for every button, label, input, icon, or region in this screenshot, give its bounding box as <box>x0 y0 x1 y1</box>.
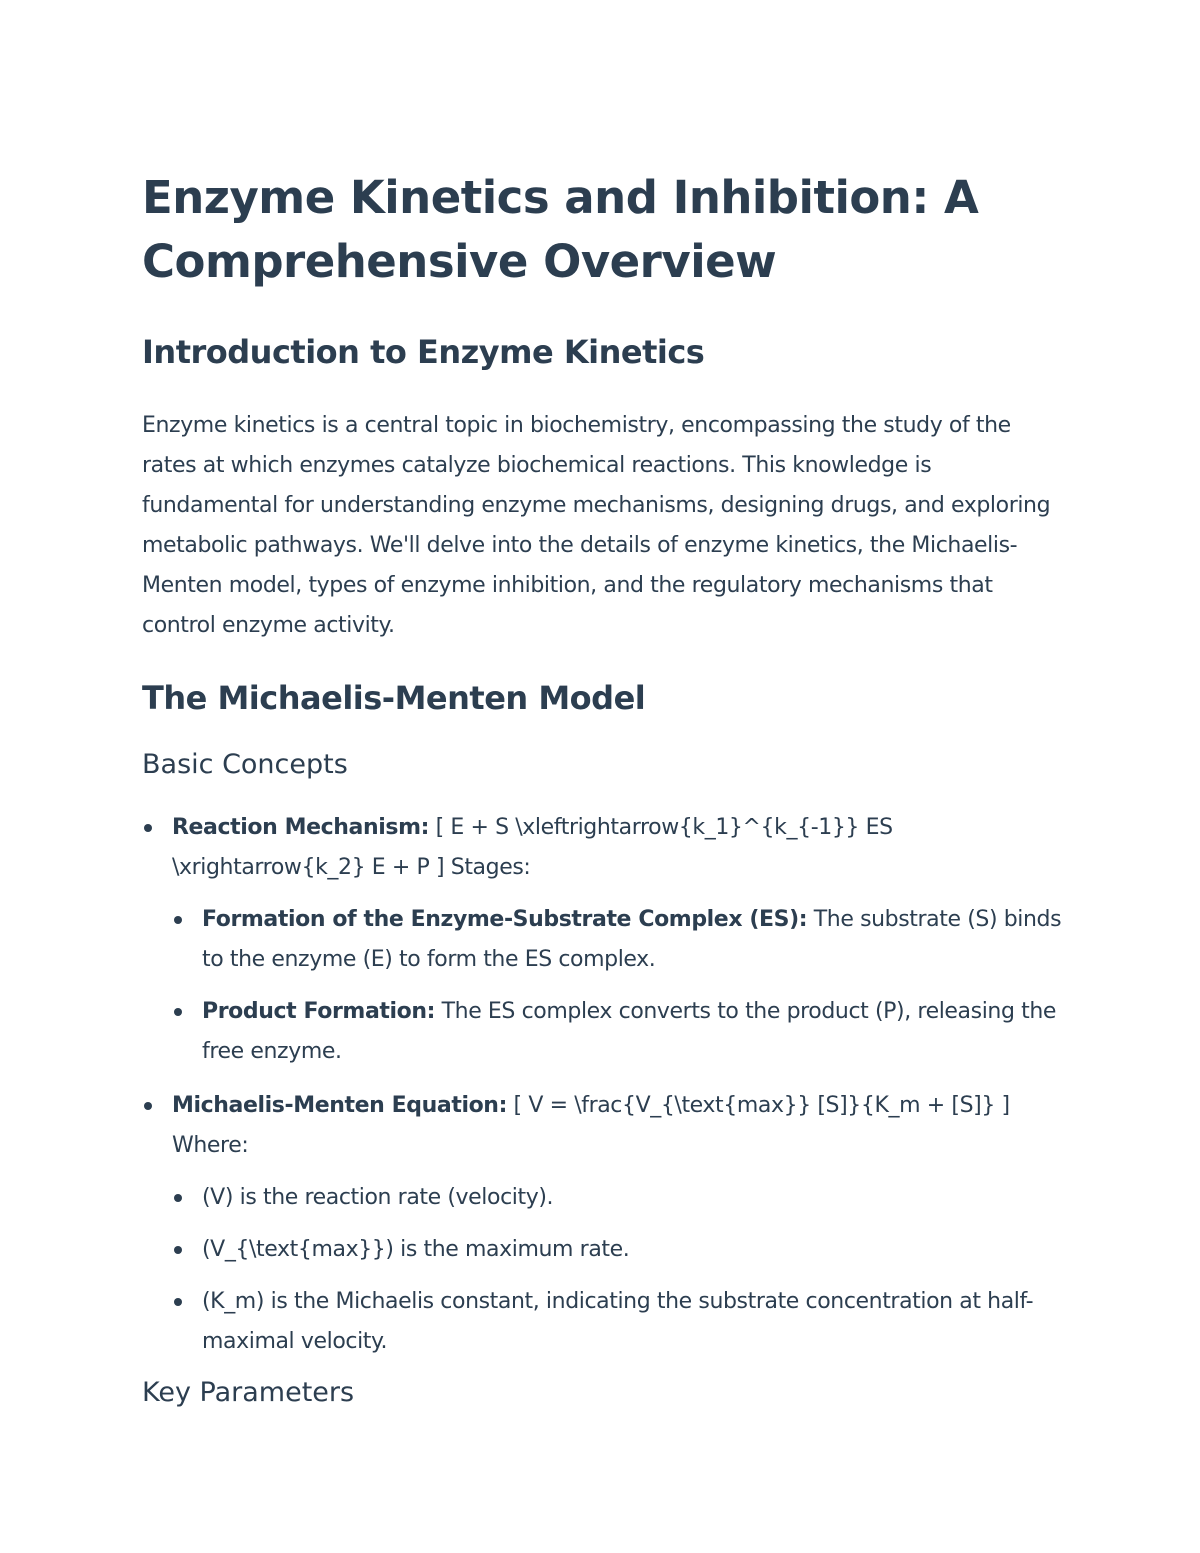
bullet-icon <box>174 1246 182 1254</box>
item-label: Formation of the Enzyme-Substrate Complex (ES): <box>202 907 808 932</box>
document-title: Enzyme Kinetics and Inhibition: A Comprehensive Overview <box>142 171 979 288</box>
bullet-icon <box>174 1298 182 1306</box>
item-text: (V_{\text{max}}) is the maximum rate. <box>202 1237 630 1262</box>
item-label: Product Formation: <box>202 999 436 1024</box>
michaelis-menten-heading: The Michaelis-Menten Model <box>142 679 646 717</box>
sub-list <box>172 1178 1062 1362</box>
bullet-icon <box>174 1008 182 1016</box>
item-label: Reaction Mechanism: <box>172 815 430 840</box>
item-text: The ES complex converts to the product (P), releasing the free enzyme. <box>202 999 1057 1064</box>
list-item-vmax-definition <box>172 1230 1062 1270</box>
bullet-icon <box>174 1194 182 1202</box>
list-item-es-formation <box>172 900 1062 980</box>
item-text: (K_m) is the Michaelis constant, indicating the substrate concentration at half-maximal velocity. <box>202 1289 1034 1354</box>
list-item-reaction-mechanism <box>142 808 1062 1072</box>
list-item-product-formation <box>172 992 1062 1072</box>
item-text: [ V = \frac{V_{\text{max}} [S]}{K_m + [S]} ] Where: <box>172 1093 1010 1158</box>
key-parameters-heading: Key Parameters <box>142 1377 355 1408</box>
item-label: Michaelis-Menten Equation: <box>172 1093 507 1118</box>
document-page <box>142 166 1062 1410</box>
item-text: (V) is the reaction rate (velocity). <box>202 1185 554 1210</box>
list-item-v-definition <box>172 1178 1062 1218</box>
intro-heading: Introduction to Enzyme Kinetics <box>142 333 705 371</box>
bullet-icon <box>144 824 152 832</box>
item-text: The substrate (S) binds to the enzyme (E) to form the ES complex. <box>202 907 1062 972</box>
intro-paragraph: Enzyme kinetics is a central topic in biochemistry, encompassing the study of the rates at which enzymes catalyze biochemical reactions. This knowledge is fundamental for understanding enzyme mechanisms, designing drugs, and exploring metabolic pathways. We'll delve into the details of enzyme kinetics, the Michaelis-Menten model, types of enzyme inhibition, and the regulatory mechanisms that control enzyme activity. <box>142 413 1051 638</box>
list-item-mm-equation <box>142 1086 1062 1362</box>
basic-concepts-heading: Basic Concepts <box>142 749 348 780</box>
item-text: [ E + S \xleftrightarrow{k_1}^{k_{-1}} ES \xrightarrow{k_2} E + P ] Stages: <box>172 815 893 880</box>
sub-list <box>172 900 1062 1072</box>
bullet-icon <box>174 916 182 924</box>
bullet-icon <box>144 1102 152 1110</box>
concepts-list <box>142 808 1062 1362</box>
list-item-km-definition <box>172 1282 1062 1362</box>
